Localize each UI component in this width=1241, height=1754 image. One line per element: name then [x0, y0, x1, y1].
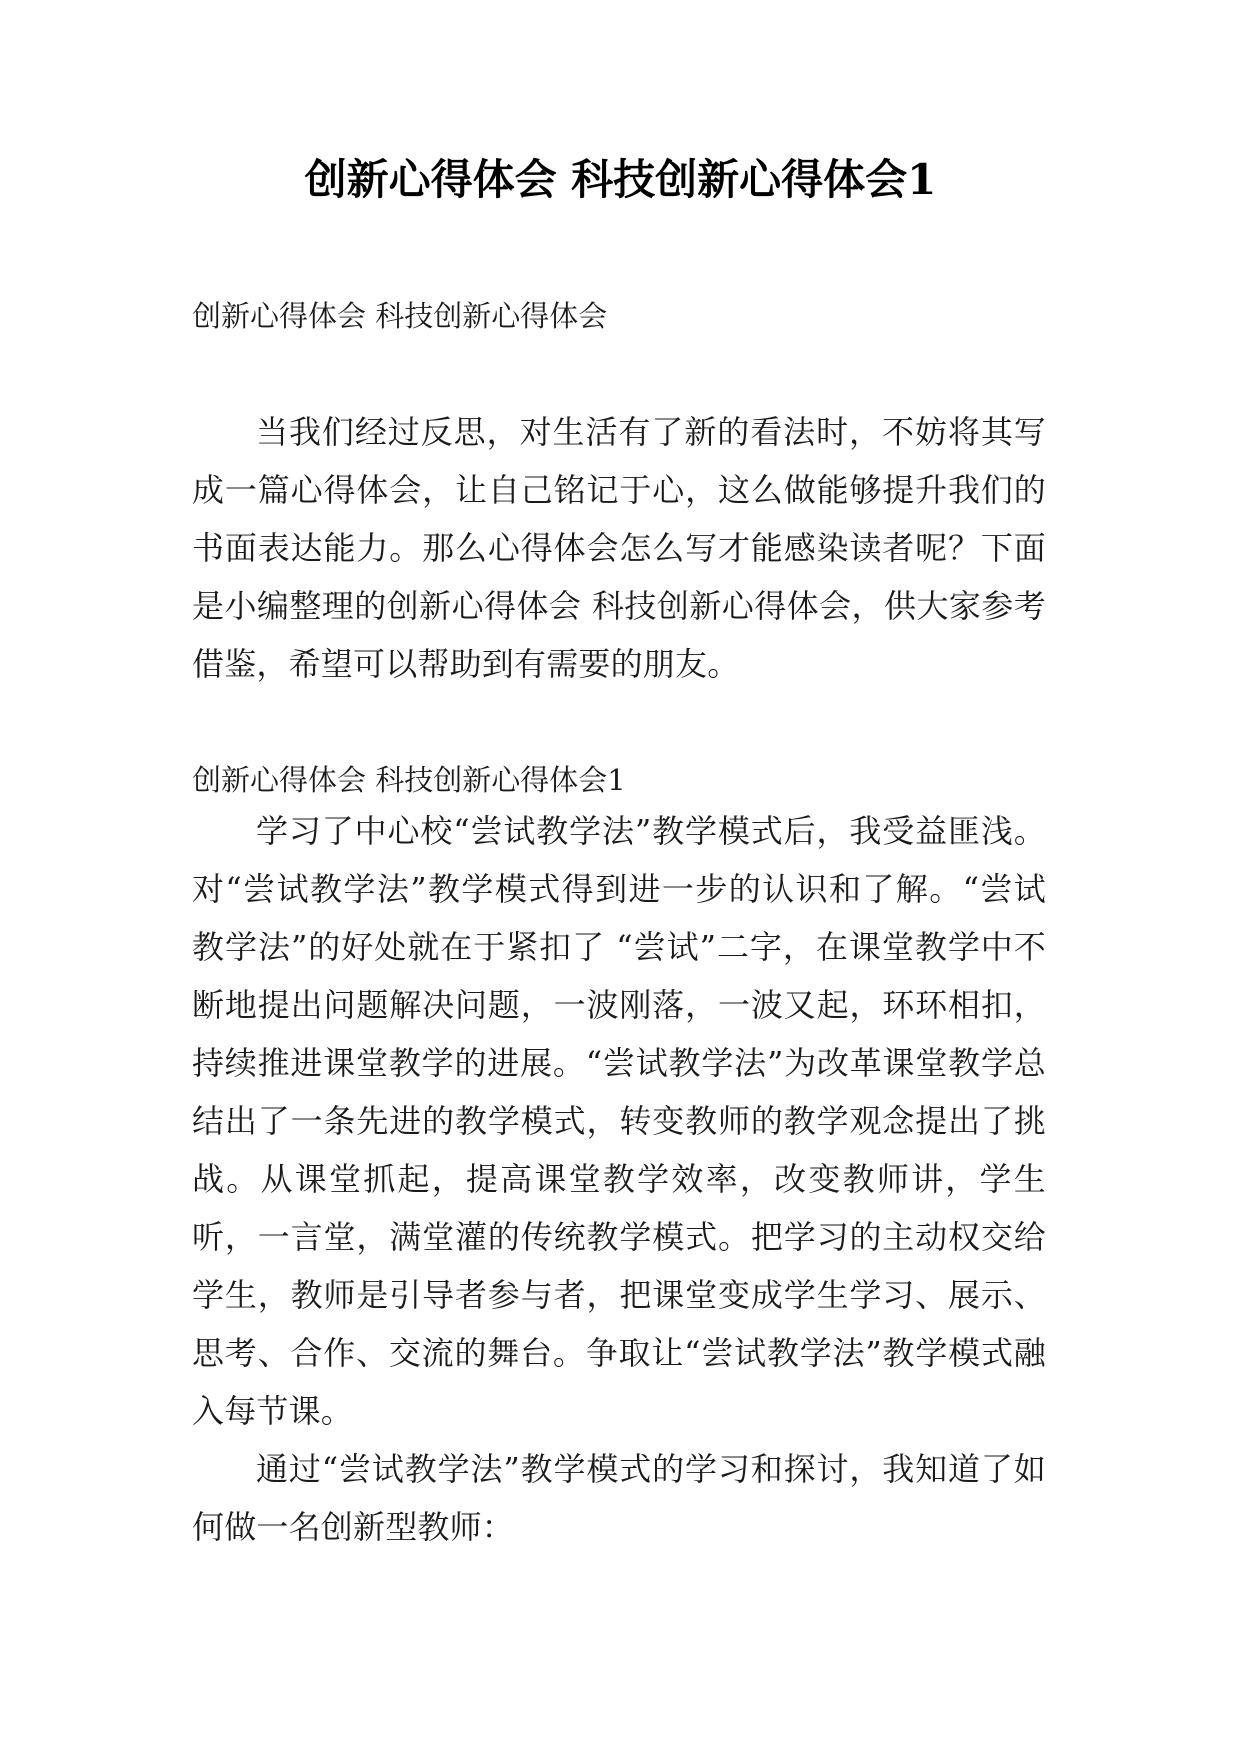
intro-paragraph: 当我们经过反思，对生活有了新的看法时，不妨将其写成一篇心得体会，让自己铭记于心，这么做能够提升我们的书面表达能力。那么心得体会怎么写才能感染读者呢？下面是小编整理的创新心得体会 科技创新心得体会，供大家参考借鉴，希望可以帮助到有需要的朋友。 — [192, 413, 1046, 683]
section-heading: 创新心得体会 科技创新心得体会1 — [192, 763, 626, 797]
section-paragraph: 学习了中心校“尝试教学法”教学模式后，我受益匪浅。对“尝试教学法”教学模式得到进一步的认识和了解。“尝试教学法”的好处就在于紧扣了 “尝试”二字，在课堂教学中不断地提出问题解决问题，一波刚落，一波又起，环环相扣，持续推进课堂教学的进展。“尝试教学法”为改革课堂教学总结出了一条先进的教学模式，转变教师的教学观念提出了挑战。从课堂抓起，提高课堂教学效率，改变教师讲，学生听，一言堂，满堂灌的传统教学模式。把学习的主动权交给学生，教师是引导者参与者，把课堂变成学生学习、展示、思考、合作、交流的舞台。争取让“尝试教学法”教学模式融入每节课。 — [192, 812, 1046, 1430]
document-title: 创新心得体会 科技创新心得体会1 — [304, 155, 937, 204]
document-subtitle: 创新心得体会 科技创新心得体会 — [192, 299, 608, 333]
section-paragraph: 通过“尝试教学法”教学模式的学习和探讨，我知道了如何做一名创新型教师： — [192, 1450, 1046, 1546]
